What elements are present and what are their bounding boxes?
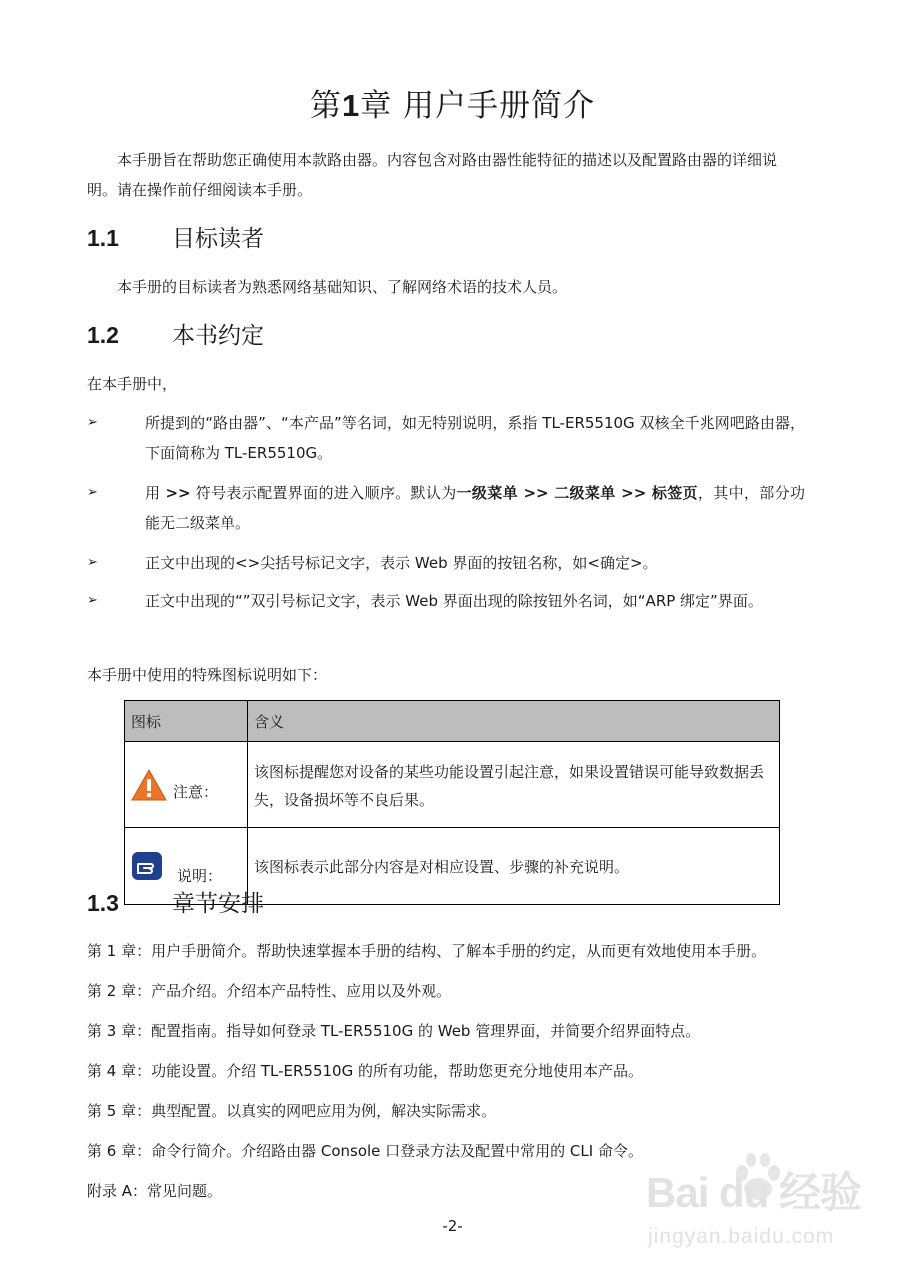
bullet-text-post: ，其中，部分功能无二级菜单。 — [145, 484, 805, 532]
intro-paragraph: 本手册旨在帮助您正确使用本款路由器。内容包含对路由器性能特征的描述以及配置路由器的详细说明。请在操作前仔细阅读本手册。 — [87, 151, 778, 199]
list-item: 第 6 章：命令行简介。介绍路由器 Console 口登录方法及配置中常用的 CLI 命令。 — [87, 1142, 643, 1160]
table-row — [125, 742, 780, 828]
list-item: 第 2 章：产品介绍。介绍本产品特性、应用以及外观。 — [87, 982, 452, 1000]
watermark-url: jingyan.baidu.com — [648, 1225, 835, 1248]
bullet-separator: >> — [517, 484, 555, 502]
list-item: 第 5 章：典型配置。以真实的网吧应用为例，解决实际需求。 — [87, 1102, 497, 1120]
chapter-name: 用户手册简介 — [403, 88, 596, 124]
watermark-logo: Bai du 经验 — [646, 1169, 862, 1216]
list-item — [87, 408, 805, 468]
note-label: 注意： — [173, 783, 219, 801]
menu-level-1: 一级菜单 — [456, 484, 518, 502]
bullet-text-pre: 用 — [145, 484, 166, 502]
section-1-1-heading — [87, 223, 264, 254]
warning-triangle-icon — [131, 769, 167, 801]
conventions-list — [87, 408, 805, 616]
bullet-text: 正文中出现的<>尖括号标记文字，表示 Web 界面的按钮名称，如<确定>。 — [145, 554, 658, 572]
menu-level-2: 二级菜单 — [554, 484, 616, 502]
menu-tab: 标签页 — [651, 484, 698, 502]
table-header-meaning: 含义 — [248, 701, 780, 742]
section-title: 本书约定 — [172, 323, 264, 349]
chapter-title — [0, 86, 905, 126]
section-1-3-heading — [87, 888, 264, 919]
list-item: 第 4 章：功能设置。介绍 TL-ER5510G 的所有功能，帮助您更充分地使用本产品。 — [87, 1062, 643, 1080]
list-item — [87, 548, 805, 578]
chapter-number: 1 — [341, 88, 361, 123]
list-item: 第 3 章：配置指南。指导如何登录 TL-ER5510G 的 Web 管理界面，并简要介绍界面特点。 — [87, 1022, 701, 1040]
page-number: -2- — [442, 1217, 463, 1235]
bullet-arrow-icon: ➢ — [87, 555, 98, 570]
icon-cell — [125, 742, 248, 828]
bullet-separator: >> — [165, 484, 191, 502]
icons-lead: 本手册中使用的特殊图标说明如下： — [87, 666, 328, 684]
section-title: 章节安排 — [172, 891, 264, 917]
conventions-lead: 在本手册中， — [87, 375, 178, 393]
list-item: 第 1 章：用户手册简介。帮助快速掌握本手册的结构、了解本手册的约定，从而更有效地使用本手册。 — [87, 942, 767, 960]
pointing-hand-icon — [131, 851, 163, 881]
chapter-prefix: 第 — [309, 88, 342, 124]
baidu-watermark — [636, 1155, 898, 1275]
list-item — [87, 586, 805, 616]
bullet-arrow-icon: ➢ — [87, 593, 98, 608]
section-1-2-heading — [87, 320, 264, 351]
note-meaning: 该图标提醒您对设备的某些功能设置引起注意，如果设置错误可能导致数据丢失，设备损坏等不良后果。 — [248, 742, 780, 828]
bullet-text: 正文中出现的“”双引号标记文字，表示 Web 界面出现的除按钮外名词，如“ARP 绑定”界面。 — [145, 592, 763, 610]
target-readers-text: 本手册的目标读者为熟悉网络基础知识、了解网络术语的技术人员。 — [117, 278, 568, 296]
section-title: 目标读者 — [172, 226, 264, 252]
icon-legend-table — [124, 700, 780, 905]
table-header-row — [125, 701, 780, 742]
section-number: 1.1 — [87, 225, 119, 251]
list-item — [87, 478, 805, 538]
info-meaning: 该图标表示此部分内容是对相应设置、步骤的补充说明。 — [248, 828, 780, 905]
chapter-suffix: 章 — [360, 88, 393, 124]
bullet-text: 所提到的“路由器”、“本产品”等名词，如无特别说明，系指 TL-ER5510G 双核全千兆网吧路由器，下面简称为 TL-ER5510G。 — [145, 414, 805, 462]
section-number: 1.3 — [87, 890, 119, 916]
table-header-icon: 图标 — [125, 701, 248, 742]
bullet-arrow-icon: ➢ — [87, 415, 98, 430]
bullet-text-mid: 符号表示配置界面的进入顺序。默认为 — [190, 484, 457, 502]
bullet-separator: >> — [615, 484, 652, 502]
section-number: 1.2 — [87, 322, 119, 348]
bullet-arrow-icon: ➢ — [87, 485, 98, 500]
info-label: 说明： — [177, 866, 223, 885]
list-item: 附录 A：常见问题。 — [87, 1182, 223, 1200]
